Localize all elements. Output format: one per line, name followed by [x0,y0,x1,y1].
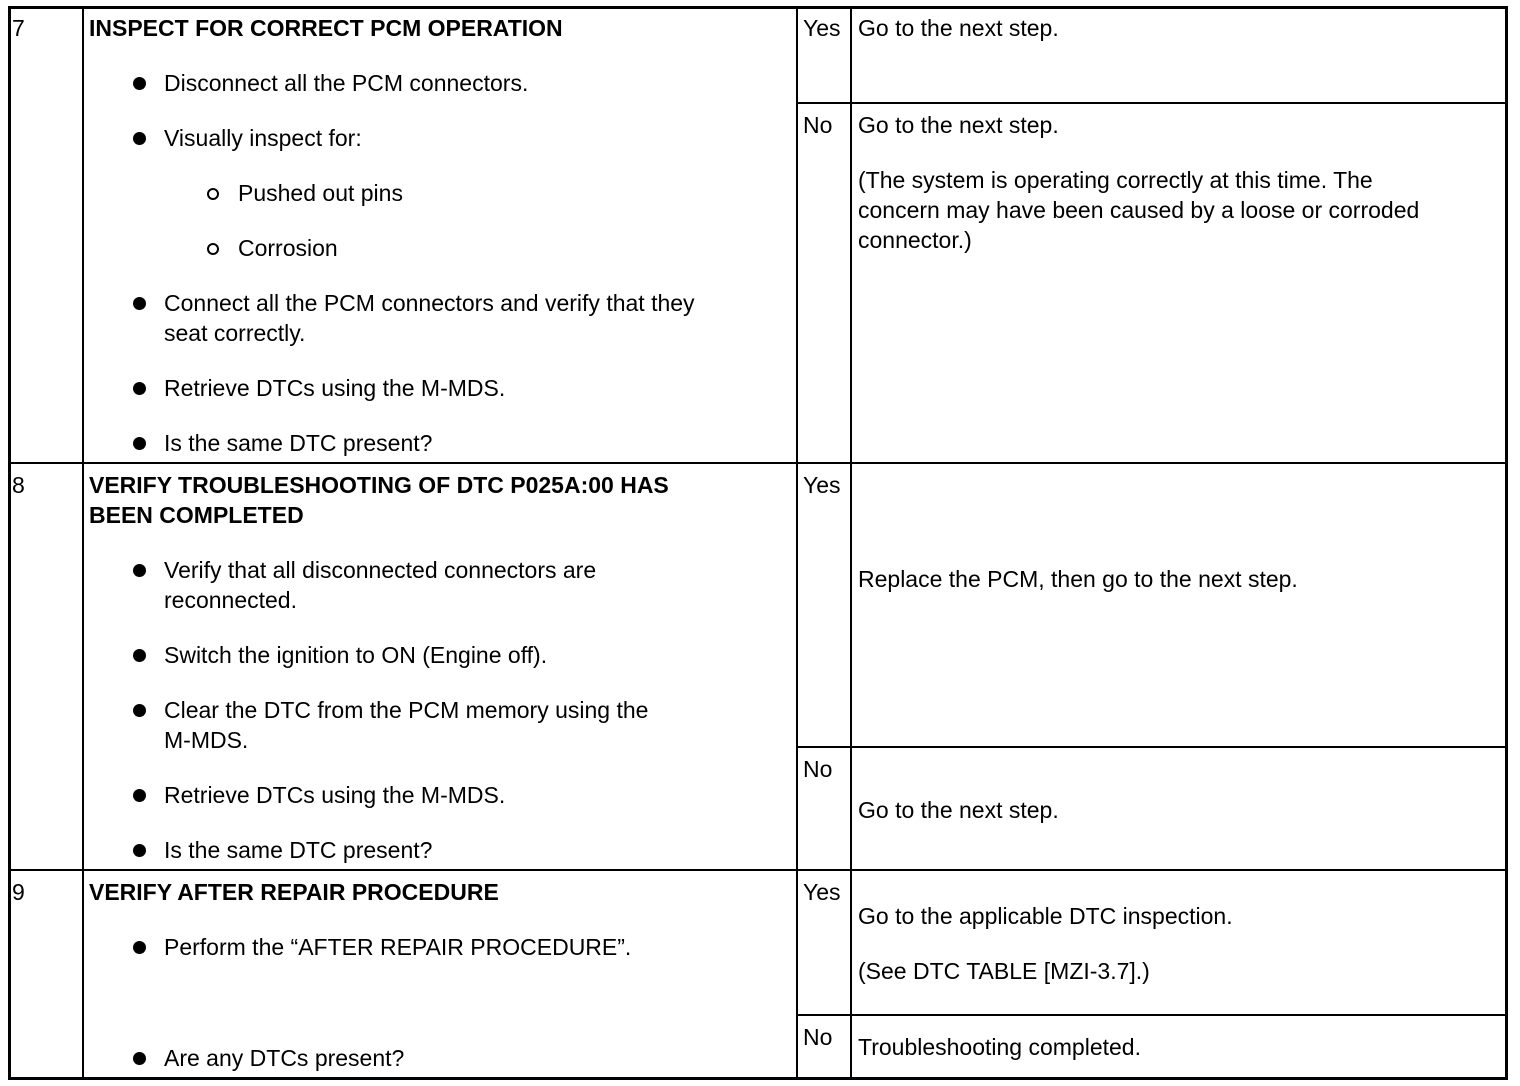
bullet-icon [133,382,146,395]
yes-no-divider [796,746,1508,748]
step-number: 9 [12,879,25,905]
bullet-icon [133,789,146,802]
sub-instruction: Corrosion [238,235,338,261]
no-note: (The system is operating correctly at this time. The [858,167,1373,193]
yes-action: Replace the PCM, then go to the next step. [858,566,1298,592]
step-title: VERIFY TROUBLESHOOTING OF DTC P025A:00 HAS [89,472,669,498]
step-instruction: Visually inspect for: [164,125,362,151]
step-instruction-cont: M-MDS. [164,727,249,753]
no-action: Go to the next step. [858,797,1059,823]
step-number: 7 [12,15,25,41]
step-instruction: Verify that all disconnected connectors are [164,557,597,583]
bullet-icon [133,564,146,577]
row-divider [8,462,1508,464]
yes-label: Yes [803,15,841,41]
step-title: VERIFY AFTER REPAIR PROCEDURE [89,879,499,905]
step-instruction: Retrieve DTCs using the M-MDS. [164,782,506,808]
step-instruction: Are any DTCs present? [164,1045,405,1071]
column-divider [82,6,84,1080]
column-divider [850,6,852,1080]
bullet-icon [133,77,146,90]
step-instruction: Perform the “AFTER REPAIR PROCEDURE”. [164,934,632,960]
step-instruction: Is the same DTC present? [164,430,433,456]
step-instruction-cont: seat correctly. [164,320,306,346]
no-label: No [803,112,833,138]
bullet-icon [133,704,146,717]
no-action: Go to the next step. [858,112,1059,138]
step-instruction: Retrieve DTCs using the M-MDS. [164,375,506,401]
yes-no-divider [796,102,1508,104]
step-instruction: Connect all the PCM connectors and verify that they [164,290,695,316]
no-note: connector.) [858,227,972,253]
step-instruction: Clear the DTC from the PCM memory using the [164,697,649,723]
step-instruction: Is the same DTC present? [164,837,433,863]
step-title-cont: BEEN COMPLETED [89,502,304,528]
no-label: No [803,756,833,782]
step-instruction: Disconnect all the PCM connectors. [164,70,529,96]
step-title: INSPECT FOR CORRECT PCM OPERATION [89,15,563,41]
yes-no-divider [796,1014,1508,1016]
yes-label: Yes [803,879,841,905]
yes-label: Yes [803,472,841,498]
no-action: Troubleshooting completed. [858,1034,1141,1060]
bullet-icon [133,1052,146,1065]
bullet-icon [133,132,146,145]
sub-instruction: Pushed out pins [238,180,403,206]
yes-action: Go to the next step. [858,15,1059,41]
step-instruction-cont: reconnected. [164,587,297,613]
column-divider [796,6,798,1080]
yes-note: (See DTC TABLE [MZI-3.7].) [858,958,1150,984]
yes-action: Go to the applicable DTC inspection. [858,903,1233,929]
bullet-icon [133,649,146,662]
row-divider [8,869,1508,871]
sub-bullet-icon [207,188,219,200]
bullet-icon [133,844,146,857]
no-label: No [803,1024,833,1050]
bullet-icon [133,297,146,310]
sub-bullet-icon [207,243,219,255]
bullet-icon [133,437,146,450]
step-number: 8 [12,472,25,498]
bullet-icon [133,941,146,954]
step-instruction: Switch the ignition to ON (Engine off). [164,642,548,668]
no-note: concern may have been caused by a loose or corroded [858,197,1420,223]
